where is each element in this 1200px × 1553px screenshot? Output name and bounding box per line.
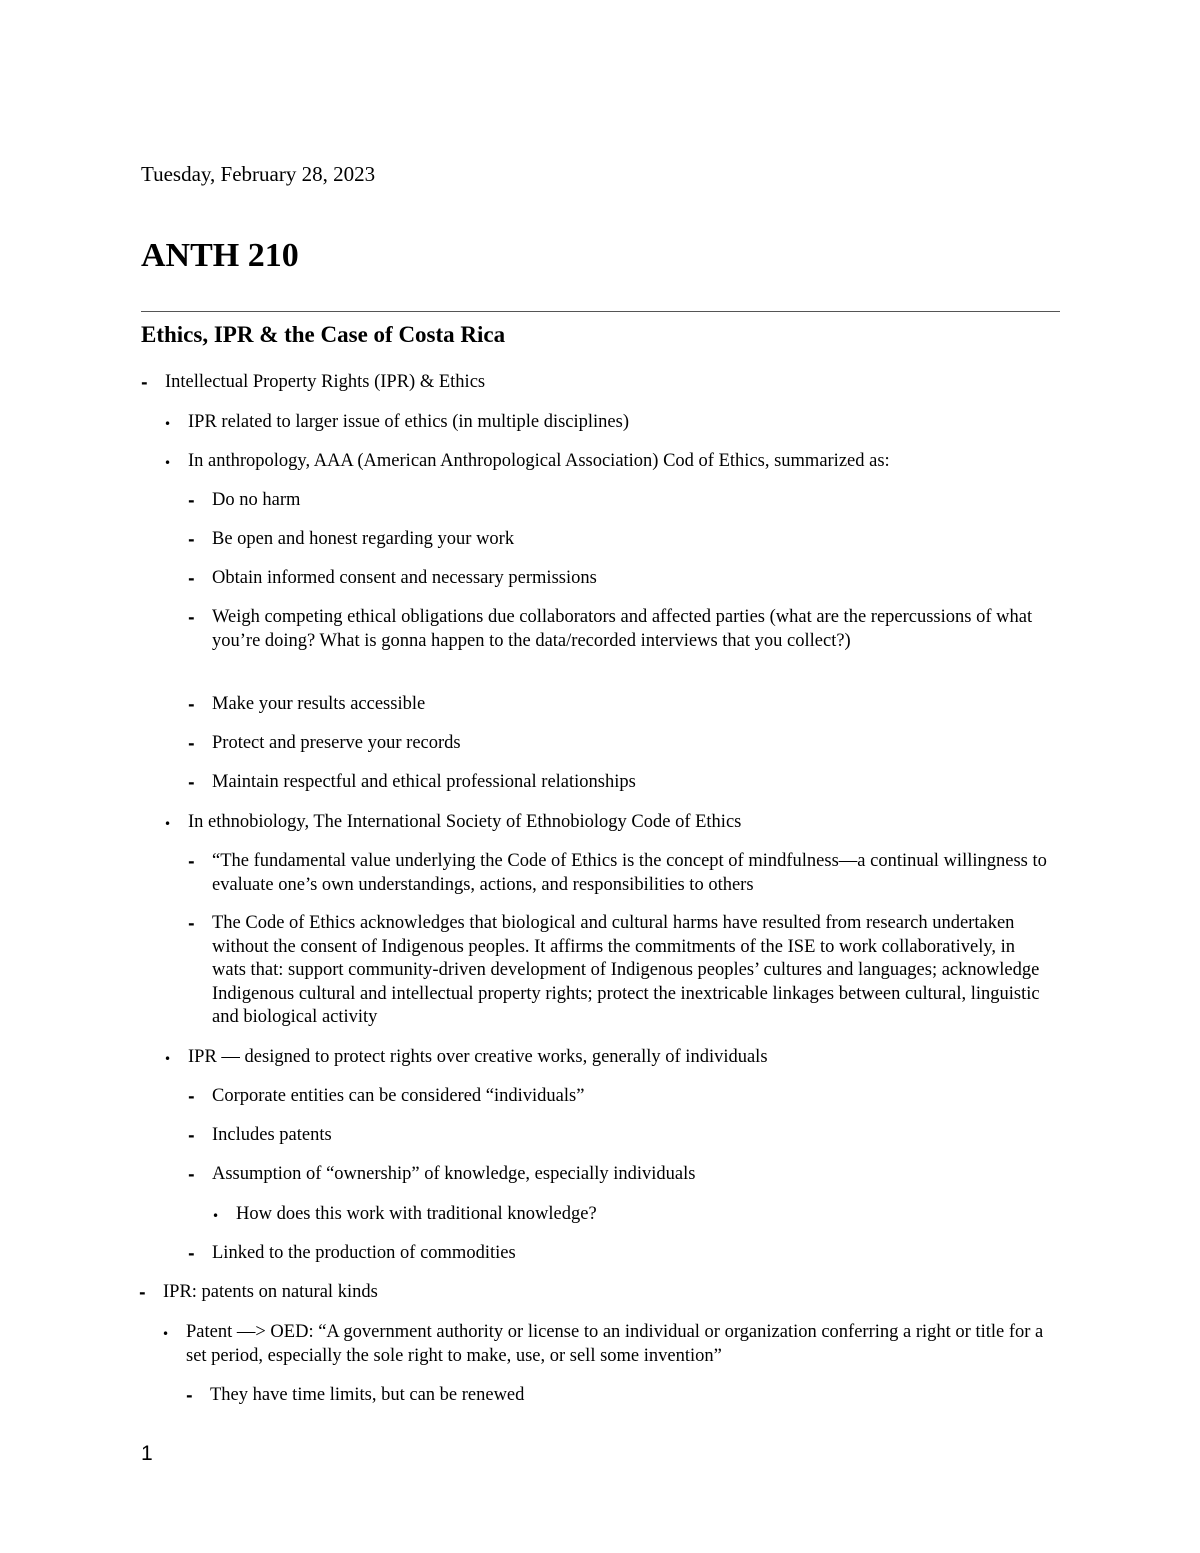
- dot-bullet-icon: •: [164, 456, 172, 470]
- outline-item-text: The Code of Ethics acknowledges that biological and cultural harms have resulted from research undertaken without the consent of Indigenous peoples. It affirms the commitments of the ISE to work collaboratively, in wats that: support community-driven development of Indigenous peoples’ cultures and languages; acknowledge Indigenous cultural and intellectual property rights; protect the inextricable linkages between cultural, linguistic and biological activity: [212, 913, 1045, 1027]
- outline-item-text: Intellectual Property Rights (IPR) & Ethics: [165, 372, 486, 392]
- dash-bullet-icon: -: [188, 695, 195, 714]
- dash-bullet-icon: -: [141, 373, 148, 392]
- dash-bullet-icon: -: [188, 491, 195, 510]
- outline-item-text: Assumption of “ownership” of knowledge, especially individuals: [212, 1164, 696, 1184]
- outline-item: [188, 489, 1052, 513]
- outline-item-text: Weigh competing ethical obligations due collaborators and affected parties (what are the repercussions of what you’re doing? What is gonna happen to the data/recorded interviews that you collect?): [212, 607, 1037, 651]
- outline-item-text: Patent —> OED: “A government authority or license to an individual or organization conferring a right or title for a set period, especially the sole right to make, use, or sell some invention”: [186, 1322, 1048, 1366]
- outline-item: [188, 1242, 1052, 1266]
- dot-bullet-icon: •: [164, 417, 172, 431]
- outline-item: [188, 912, 1052, 1030]
- dash-bullet-icon: -: [139, 1283, 146, 1302]
- dash-bullet-icon: -: [188, 530, 195, 549]
- outline-item: [188, 693, 1052, 717]
- dash-bullet-icon: -: [188, 1244, 195, 1263]
- title-divider: [141, 311, 1060, 312]
- outline-item: [188, 850, 1058, 897]
- course-title: ANTH 210: [141, 237, 299, 274]
- outline-item-text: They have time limits, but can be renewed: [210, 1385, 525, 1405]
- dash-bullet-icon: -: [188, 773, 195, 792]
- dot-bullet-icon: •: [164, 817, 172, 831]
- outline-item: [141, 371, 1045, 395]
- dash-bullet-icon: -: [188, 1087, 195, 1106]
- outline-item-text: Linked to the production of commodities: [212, 1243, 516, 1263]
- dash-bullet-icon: -: [188, 569, 195, 588]
- outline-item: [164, 411, 1048, 435]
- dot-bullet-icon: •: [162, 1327, 170, 1341]
- outline-item: [188, 528, 1052, 552]
- outline-item-text: In ethnobiology, The International Society of Ethnobiology Code of Ethics: [188, 812, 742, 832]
- dot-bullet-icon: •: [212, 1209, 220, 1223]
- dash-bullet-icon: -: [188, 1165, 195, 1184]
- outline-item-text: How does this work with traditional knowledge?: [236, 1204, 597, 1224]
- outline-item: [188, 1163, 1052, 1187]
- outline-item-text: “The fundamental value underlying the Code of Ethics is the concept of mindfulness—a continual willingness to evaluate one’s own understandings, actions, and responsibilities to others: [212, 851, 1052, 895]
- outline-item-text: Maintain respectful and ethical professional relationships: [212, 772, 636, 792]
- dash-bullet-icon: -: [188, 852, 195, 871]
- outline-item: [164, 811, 1048, 835]
- dash-bullet-icon: -: [186, 1386, 193, 1405]
- page-number: 1: [141, 1442, 153, 1465]
- outline-item: [188, 567, 1052, 591]
- section-heading: Ethics, IPR & the Case of Costa Rica: [141, 322, 506, 347]
- outline-item-text: In anthropology, AAA (American Anthropological Association) Cod of Ethics, summarized as:: [188, 451, 890, 471]
- outline-item: [162, 1321, 1048, 1368]
- outline-item: [188, 606, 1052, 653]
- outline-item: [188, 1124, 1052, 1148]
- outline-item: [164, 450, 1048, 474]
- outline-item: [139, 1281, 1043, 1305]
- outline-item: [188, 1085, 1052, 1109]
- date-line: Tuesday, February 28, 2023: [141, 162, 376, 186]
- outline-item-text: Corporate entities can be considered “individuals”: [212, 1086, 585, 1106]
- outline-item-text: Obtain informed consent and necessary permissions: [212, 568, 597, 588]
- outline-item-text: Be open and honest regarding your work: [212, 529, 515, 549]
- outline-item: [188, 771, 1052, 795]
- dash-bullet-icon: -: [188, 914, 195, 933]
- dot-bullet-icon: •: [164, 1052, 172, 1066]
- outline-item-text: Do no harm: [212, 490, 301, 510]
- dash-bullet-icon: -: [188, 1126, 195, 1145]
- outline-item-text: Includes patents: [212, 1125, 332, 1145]
- outline-item: [164, 1046, 1048, 1070]
- outline-item: [188, 732, 1052, 756]
- outline-item-text: Protect and preserve your records: [212, 733, 461, 753]
- dash-bullet-icon: -: [188, 734, 195, 753]
- outline-item-text: IPR: patents on natural kinds: [163, 1282, 378, 1302]
- outline-item: [212, 1203, 1056, 1227]
- dash-bullet-icon: -: [188, 608, 195, 627]
- outline-item: [186, 1384, 1050, 1408]
- outline-item-text: IPR — designed to protect rights over creative works, generally of individuals: [188, 1047, 768, 1067]
- outline-item-text: Make your results accessible: [212, 694, 426, 714]
- outline-item-text: IPR related to larger issue of ethics (in multiple disciplines): [188, 412, 629, 432]
